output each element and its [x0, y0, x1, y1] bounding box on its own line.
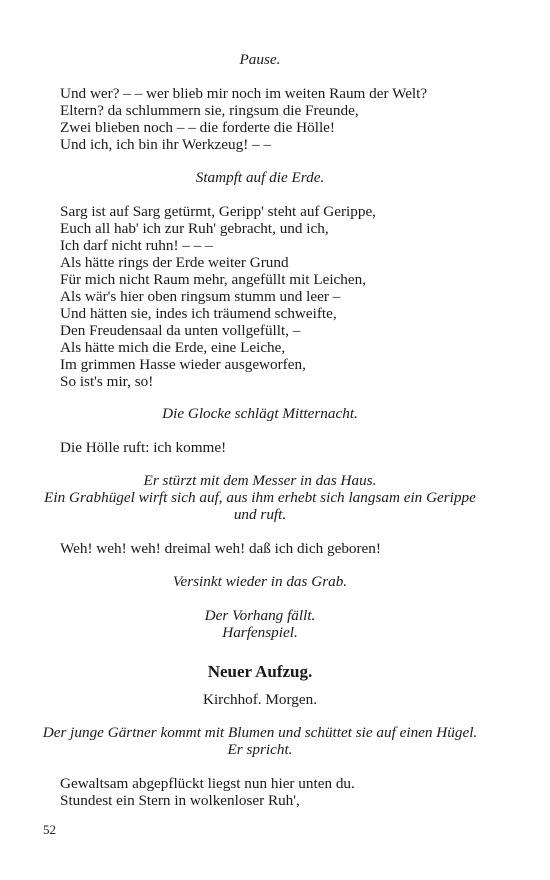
- stage-direction: Der Vorhang fällt.: [204, 607, 316, 624]
- verse-line: Und ich, ich bin ihr Werkzeug! – –: [60, 136, 272, 153]
- stage-direction: Die Glocke schlägt Mitternacht.: [162, 405, 358, 422]
- verse-line: Den Freudensaal da unten vollgefüllt, –: [60, 322, 301, 339]
- verse-line: Und hätten sie, indes ich träumend schweifte,: [60, 305, 337, 322]
- verse-line: Weh! weh! weh! dreimal weh! daß ich dich geboren!: [60, 540, 381, 557]
- stage-direction: Versinkt wieder in das Grab.: [172, 573, 348, 590]
- verse-line: Sarg ist auf Sarg getürmt, Geripp' steht auf Gerippe,: [60, 203, 376, 220]
- stage-direction: Er spricht.: [227, 741, 293, 758]
- stage-direction: Der junge Gärtner kommt mit Blumen und schüttet sie auf einen Hügel.: [42, 724, 478, 741]
- page-number: 52: [43, 822, 56, 837]
- verse-line: Euch all hab' ich zur Ruh' gebracht, und ich,: [60, 220, 329, 237]
- verse-line: Ich darf nicht ruhn! – – –: [60, 237, 213, 254]
- stage-direction: Stampft auf die Erde.: [195, 169, 325, 186]
- verse-line: So ist's mir, so!: [60, 373, 154, 390]
- verse-line: Als hätte rings der Erde weiter Grund: [60, 254, 289, 271]
- stage-direction: Harfenspiel.: [222, 624, 298, 641]
- act-heading: Neuer Aufzug.: [207, 662, 313, 681]
- stage-direction: Er stürzt mit dem Messer in das Haus.: [143, 472, 377, 489]
- verse-line: Als wär's hier oben ringsum stumm und leer –: [60, 288, 341, 305]
- stage-direction: und ruft.: [233, 506, 287, 523]
- scene-setting: Kirchhof. Morgen.: [202, 691, 318, 708]
- verse-line: Als hätte mich die Erde, eine Leiche,: [60, 339, 286, 356]
- stage-direction: Pause.: [239, 51, 281, 68]
- verse-line: Die Hölle ruft: ich komme!: [60, 439, 227, 456]
- stage-direction: Ein Grabhügel wirft sich auf, aus ihm erhebt sich langsam ein Gerippe: [44, 489, 476, 506]
- verse-line: Und wer? – – wer blieb mir noch im weiten Raum der Welt?: [60, 85, 428, 102]
- verse-line: Eltern? da schlummern sie, ringsum die Freunde,: [60, 102, 359, 119]
- verse-line: Für mich nicht Raum mehr, angefüllt mit Leichen,: [60, 271, 367, 288]
- verse-line: Stundest ein Stern in wolkenloser Ruh',: [60, 792, 300, 809]
- verse-line: Zwei blieben noch – – die forderte die Hölle!: [60, 119, 335, 136]
- verse-line: Im grimmen Hasse wieder ausgeworfen,: [60, 356, 306, 373]
- verse-line: Gewaltsam abgepflückt liegst nun hier unten du.: [60, 775, 355, 792]
